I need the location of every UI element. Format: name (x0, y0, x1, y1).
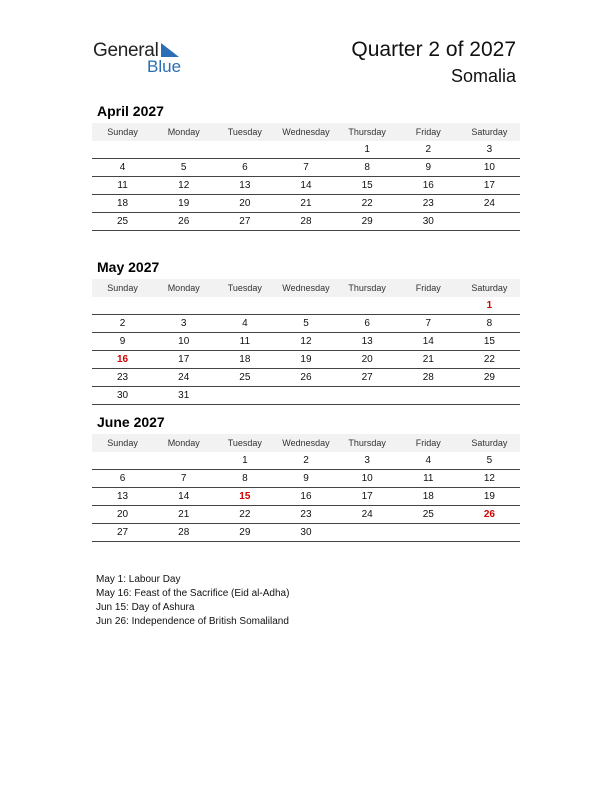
day-cell: 8 (486, 318, 493, 329)
holiday-item: Jun 26: Independence of British Somaliland (96, 616, 289, 627)
day-cell: 23 (300, 509, 312, 520)
day-cell: 2 (425, 144, 432, 155)
logo (93, 40, 182, 76)
day-cell: 14 (300, 180, 312, 191)
weekday-label: Tuesday (227, 127, 262, 137)
day-cell: 7 (303, 162, 309, 173)
day-cell: 3 (486, 144, 493, 155)
day-cell: 28 (300, 216, 312, 227)
day-cell: 15 (361, 180, 373, 191)
day-cell: 5 (486, 455, 493, 466)
day-cell: 10 (361, 473, 373, 484)
weekday-label: Sunday (107, 127, 138, 137)
day-cell: 9 (425, 162, 432, 173)
weekday-label: Thursday (348, 283, 386, 293)
holiday-item: Jun 15: Day of Ashura (96, 602, 195, 613)
logo-triangle-icon (161, 43, 179, 57)
logo-general-text: General (93, 40, 159, 61)
day-cell: 28 (178, 527, 190, 538)
day-cell: 18 (239, 354, 251, 365)
day-cell: 9 (303, 473, 309, 484)
weekday-label: Friday (415, 438, 441, 448)
day-cell: 20 (361, 354, 373, 365)
week-row (92, 315, 520, 333)
day-cell: 25 (239, 372, 251, 383)
day-cell: 11 (423, 473, 434, 484)
day-cell: 21 (422, 354, 434, 365)
day-cell: 28 (422, 372, 434, 383)
weekday-label: Friday (415, 283, 441, 293)
weekday-label: Monday (167, 438, 200, 448)
day-cell: 27 (239, 216, 251, 227)
day-cell: 1 (242, 455, 248, 466)
holiday-item: May 16: Feast of the Sacrifice (Eid al-Adha) (96, 588, 290, 599)
day-cell: 25 (422, 509, 434, 520)
day-cell: 30 (117, 390, 129, 401)
week-row (92, 524, 520, 542)
day-cell: 9 (119, 336, 126, 347)
day-cell: 11 (239, 336, 251, 347)
day-cell: 12 (178, 180, 190, 191)
day-cell: 30 (422, 216, 434, 227)
day-cell: 13 (361, 336, 373, 347)
day-cell: 18 (422, 491, 434, 502)
day-cell: 12 (483, 473, 495, 484)
day-cell: 11 (117, 180, 128, 191)
day-cell: 13 (117, 491, 129, 502)
week-row (92, 351, 520, 369)
day-cell: 23 (117, 372, 129, 383)
day-cell: 31 (178, 390, 190, 401)
day-cell: 16 (422, 180, 434, 191)
day-cell: 24 (483, 198, 495, 209)
day-cell: 29 (361, 216, 373, 227)
day-cell: 21 (300, 198, 312, 209)
day-cell: 22 (239, 509, 251, 520)
weekday-header-row (92, 123, 520, 141)
day-cell: 3 (180, 318, 187, 329)
weekday-label: Tuesday (227, 438, 262, 448)
page-title: Quarter 2 of 2027 (351, 38, 516, 61)
day-cell: 29 (239, 527, 251, 538)
day-cell: 7 (425, 318, 432, 329)
day-cell: 1 (364, 144, 370, 155)
day-cell: 30 (300, 527, 312, 538)
day-cell: 3 (364, 455, 370, 466)
day-cell: 7 (180, 473, 187, 484)
day-cell: 4 (242, 318, 248, 329)
weekday-label: Tuesday (227, 283, 262, 293)
day-cell: 25 (117, 216, 129, 227)
week-row (92, 141, 520, 159)
country-name: Somalia (450, 66, 516, 86)
day-cell: 23 (422, 198, 434, 209)
holiday-day-cell: 1 (486, 300, 493, 311)
day-cell: 8 (242, 473, 248, 484)
holiday-list (96, 573, 289, 629)
day-cell: 16 (300, 491, 312, 502)
day-cell: 20 (117, 509, 129, 520)
week-row (92, 159, 520, 177)
day-cell: 26 (178, 216, 190, 227)
day-cell: 26 (300, 372, 312, 383)
week-row (92, 506, 520, 524)
day-cell: 27 (361, 372, 373, 383)
weekday-label: Monday (167, 283, 200, 293)
day-cell: 10 (178, 336, 190, 347)
day-cell: 24 (178, 372, 190, 383)
holiday-day-cell: 16 (117, 354, 129, 365)
day-cell: 4 (119, 162, 126, 173)
day-cell: 13 (239, 180, 251, 191)
month-may (92, 259, 520, 405)
holiday-day-cell: 15 (239, 491, 251, 502)
month-title: May 2027 (97, 259, 160, 275)
weekday-label: Friday (415, 127, 441, 137)
week-row (92, 195, 520, 213)
week-row (92, 297, 520, 315)
week-row (92, 333, 520, 351)
day-cell: 2 (303, 455, 309, 466)
day-cell: 14 (178, 491, 190, 502)
day-cell: 17 (483, 180, 495, 191)
day-cell: 17 (361, 491, 373, 502)
day-cell: 19 (483, 491, 495, 502)
day-cell: 21 (178, 509, 190, 520)
day-cell: 10 (483, 162, 495, 173)
weekday-label: Sunday (107, 438, 138, 448)
week-row (92, 452, 520, 470)
month-april (92, 103, 520, 231)
holiday-item: May 1: Labour Day (96, 574, 181, 585)
day-cell: 17 (178, 354, 190, 365)
weekday-label: Saturday (471, 127, 508, 137)
day-cell: 6 (119, 473, 126, 484)
holiday-day-cell: 26 (483, 509, 495, 520)
day-cell: 12 (300, 336, 312, 347)
day-cell: 19 (300, 354, 312, 365)
day-cell: 18 (117, 198, 129, 209)
weekday-label: Thursday (348, 438, 386, 448)
day-cell: 24 (361, 509, 373, 520)
weekday-label: Thursday (348, 127, 386, 137)
weekday-label: Wednesday (282, 438, 330, 448)
week-row (92, 369, 520, 387)
logo-blue-text: Blue (147, 57, 182, 76)
week-row (92, 177, 520, 195)
week-row (92, 488, 520, 506)
month-june (92, 414, 520, 542)
day-cell: 15 (483, 336, 495, 347)
day-cell: 20 (239, 198, 251, 209)
weekday-label: Wednesday (282, 127, 330, 137)
weekday-label: Saturday (471, 283, 508, 293)
day-cell: 8 (364, 162, 370, 173)
day-cell: 22 (361, 198, 373, 209)
day-cell: 4 (425, 455, 432, 466)
day-cell: 5 (303, 318, 309, 329)
week-row (92, 387, 520, 405)
day-cell: 27 (117, 527, 129, 538)
day-cell: 29 (483, 372, 495, 383)
day-cell: 6 (242, 162, 248, 173)
day-cell: 22 (483, 354, 495, 365)
weekday-label: Saturday (471, 438, 508, 448)
week-row (92, 213, 520, 231)
week-row (92, 470, 520, 488)
month-title: June 2027 (97, 414, 165, 430)
day-cell: 19 (178, 198, 190, 209)
weekday-label: Sunday (107, 283, 138, 293)
day-cell: 14 (422, 336, 434, 347)
weekday-header-row (92, 434, 520, 452)
month-title: April 2027 (97, 103, 164, 119)
day-cell: 2 (119, 318, 126, 329)
weekday-label: Monday (167, 127, 200, 137)
day-cell: 6 (364, 318, 370, 329)
day-cell: 5 (180, 162, 187, 173)
weekday-label: Wednesday (282, 283, 330, 293)
weekday-header-row (92, 279, 520, 297)
